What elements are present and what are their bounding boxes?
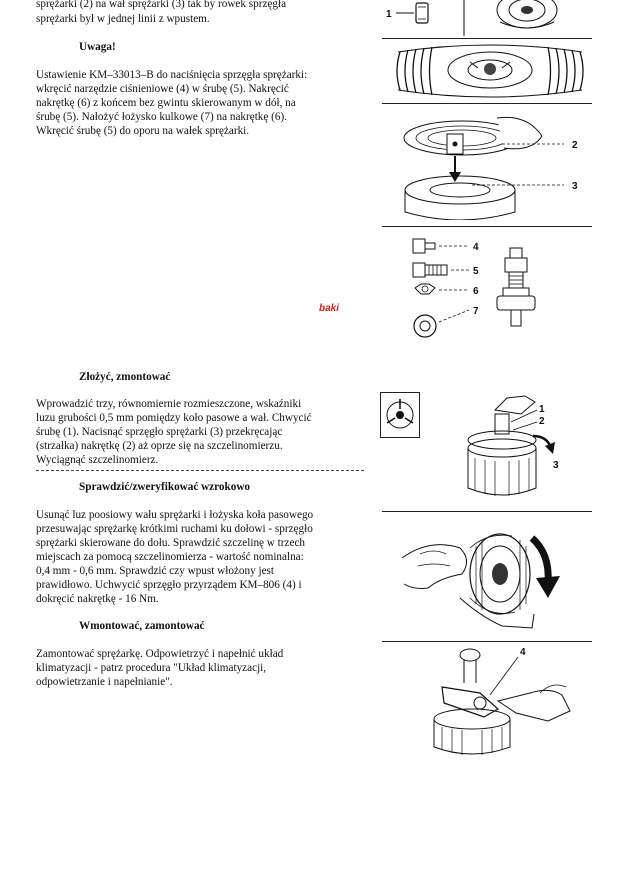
- figure-clutch-press-drawing: [392, 108, 592, 220]
- zlozyc-heading: Złożyć, zmontować: [79, 371, 171, 383]
- figure-divider: [382, 511, 592, 512]
- figure-wrench-tighten-drawing: [420, 643, 580, 765]
- section-divider: [36, 470, 364, 471]
- callout-4: 4: [473, 242, 479, 253]
- sprawdzic-heading: Sprawdzić/zweryfikować wzrokowo: [79, 481, 250, 493]
- zlozyc-line: luzu grubości 0,5 mm pomiędzy koło pasowe a wał. Chwycić: [36, 412, 312, 424]
- zlozyc-line: (strzałka) nakrętkę (2) aż oprze się na szczelinomierzu.: [36, 440, 283, 452]
- sprawdzic-line: dokręcić nakrętkę - 16 Nm.: [36, 593, 159, 605]
- callout-1: 1: [539, 404, 545, 415]
- callout-1: 1: [386, 9, 392, 20]
- callout-2: 2: [572, 140, 578, 151]
- sprawdzic-line: Usunąć luz poosiowy wału sprężarki i łożyska koła pasowego: [36, 509, 314, 521]
- callout-2: 2: [539, 416, 545, 427]
- zlozyc-line: Wyciągnąć szczelinomierz.: [36, 454, 159, 466]
- figure-wrench-tighten: [420, 643, 580, 765]
- figure-gauge-inset: [380, 392, 420, 438]
- figure-divider: [382, 38, 592, 39]
- uwaga-line: śrubę (5). Nałożyć łożysko kulkowe (7) na nakrętkę (6).: [36, 111, 288, 123]
- figure-gauge-inset-drawing: [381, 393, 419, 437]
- intro-line: sprężarki (2) na wał sprężarki (3) tak by rowek sprzęgła: [36, 0, 287, 10]
- wmontowac-line: odpowietrzanie i napełnianie".: [36, 676, 173, 688]
- wmontowac-heading: Wmontować, zamontować: [79, 620, 205, 632]
- sprawdzic-line: przesuwając sprężarkę krótkimi ruchami ku dołowi - sprzęgło: [36, 523, 313, 535]
- figure-divider: [382, 103, 592, 104]
- figure-tool-parts-drawing: [405, 234, 565, 344]
- callout-3: 3: [572, 181, 578, 192]
- callout-3: 3: [553, 460, 559, 471]
- uwaga-line: wkręcić narzędzie ciśnieniowe (4) w śrubę (5). Nakręcić: [36, 83, 289, 95]
- figure-pulley: [390, 42, 590, 100]
- figure-tool-parts: [405, 234, 565, 344]
- watermark-stamp: [319, 303, 339, 314]
- figure-clutch-adjust-drawing: [455, 392, 575, 504]
- figure-clutch-tool-drawing: [382, 0, 592, 36]
- figure-divider: [382, 226, 592, 227]
- uwaga-line: nakrętkę (6) z końcem bez gwintu skierowanym w dół, na: [36, 97, 296, 109]
- sprawdzic-line: 0,4 mm - 0,6 mm. Sprawdzić czy wpust włożony jest: [36, 565, 275, 577]
- sprawdzic-line: prawidłowo. Uchwycić sprzęgło przyrządem KM–806 (4) i: [36, 579, 302, 591]
- figure-compressor-shake: [400, 518, 580, 638]
- callout-6: 6: [473, 286, 479, 297]
- figure-clutch-press: [392, 108, 592, 220]
- uwaga-heading: Uwaga!: [79, 41, 116, 53]
- figure-compressor-shake-drawing: [400, 518, 580, 638]
- callout-5: 5: [473, 266, 479, 277]
- uwaga-line: Ustawienie KM–33013–B do naciśnięcia sprzęgła sprężarki:: [36, 69, 308, 81]
- wmontowac-line: Zamontować sprężarkę. Odpowietrzyć i napełnić układ: [36, 648, 284, 660]
- sprawdzic-line: sprężarki skierowane do dołu. Sprawdzić szczelinę w trzech: [36, 537, 306, 549]
- sprawdzic-line: miejscach za pomocą szczelinomierza - wartość nominalna:: [36, 551, 304, 563]
- zlozyc-line: śrubę (1). Nacisnąć sprzęgło sprężarki (3) przekręcając: [36, 426, 283, 438]
- callout-7: 7: [473, 306, 479, 317]
- wmontowac-line: klimatyzacji - patrz procedura "Układ klimatyzacji,: [36, 662, 267, 674]
- figure-pulley-drawing: [390, 42, 590, 100]
- zlozyc-line: Wprowadzić trzy, równomiernie rozmieszczone, wskaźniki: [36, 398, 302, 410]
- intro-line: sprężarki był w jednej linii z wpustem.: [36, 13, 210, 25]
- callout-4: 4: [520, 647, 526, 658]
- figure-clutch-tool: [382, 0, 592, 36]
- uwaga-line: Wkręcić śrubę (5) do oporu na wałek sprężarki.: [36, 125, 250, 137]
- figure-clutch-adjust: [455, 392, 575, 504]
- watermark-text: baki: [319, 303, 340, 314]
- figure-divider: [382, 641, 592, 642]
